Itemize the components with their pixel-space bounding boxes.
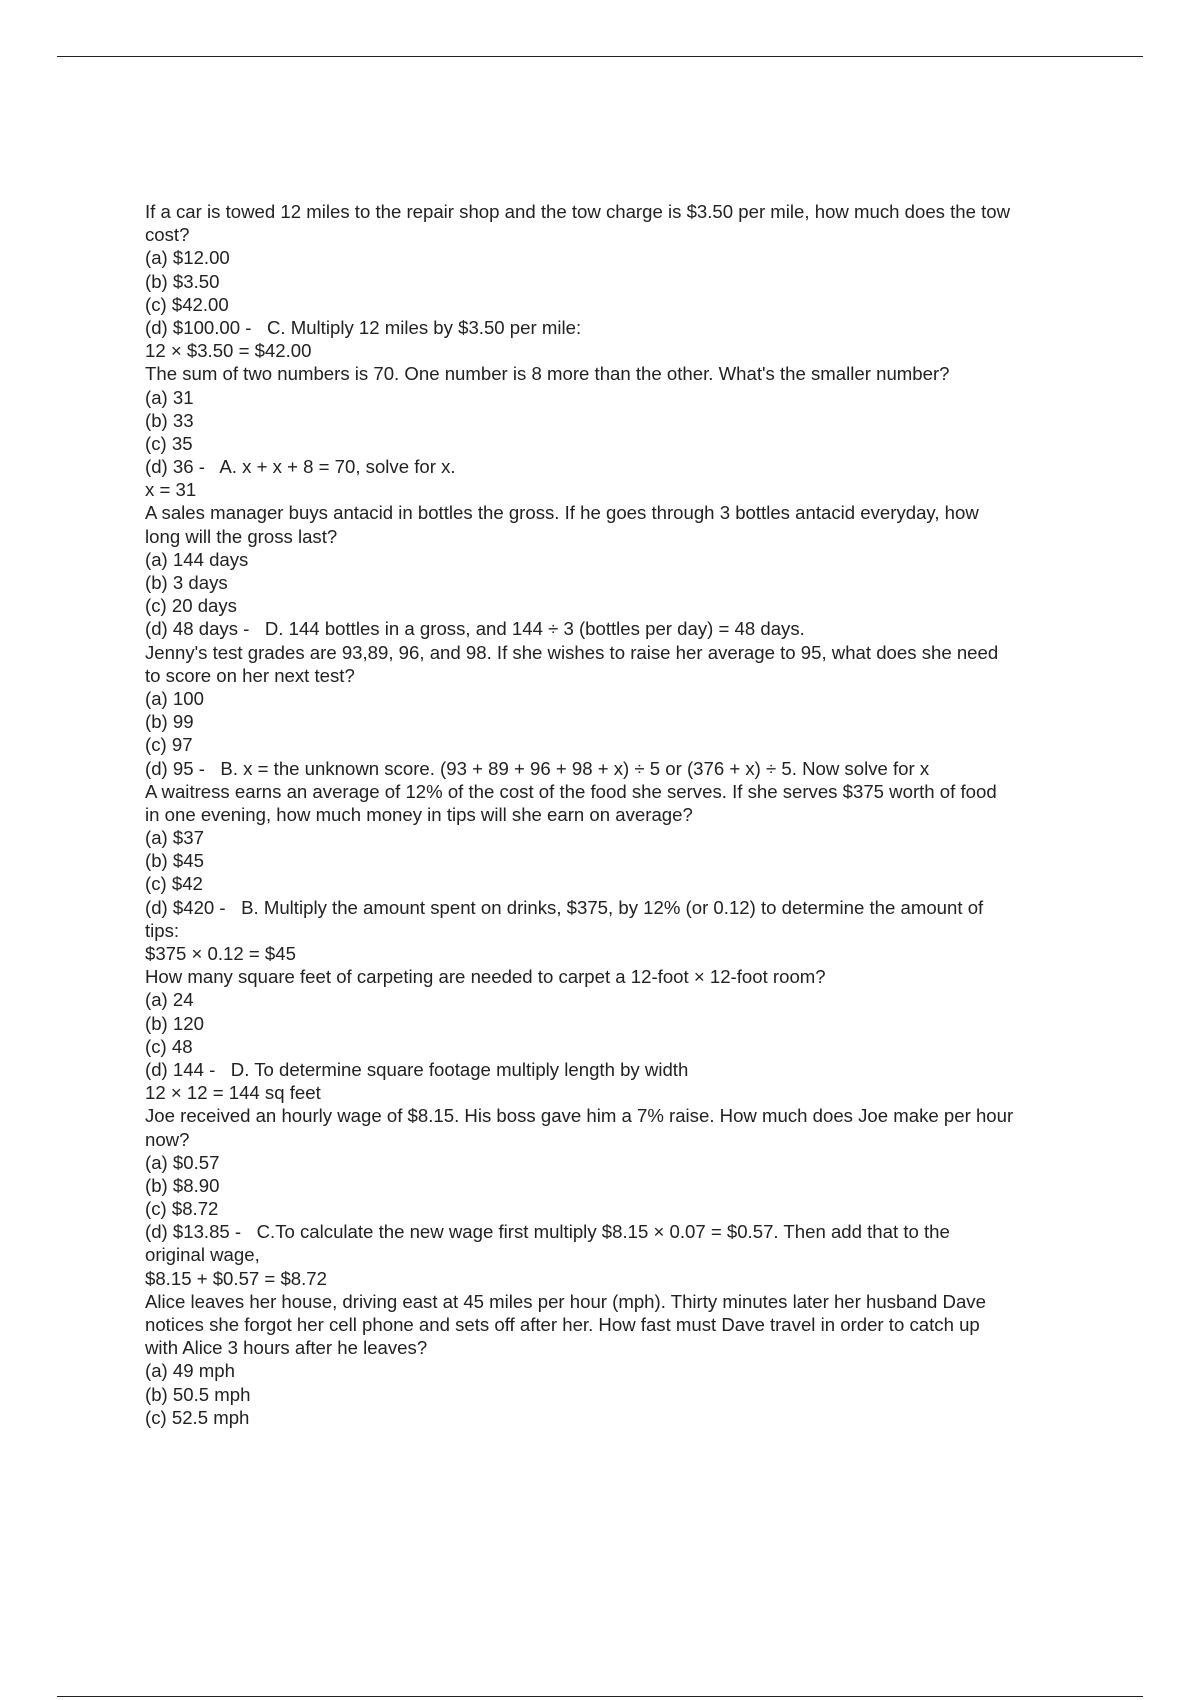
question-text-block [145,200,1095,1429]
text-line: 12 × $3.50 = $42.00 [145,340,312,362]
text-line: (c) 52.5 mph [145,1406,250,1428]
text-line: (a) $0.57 [145,1151,220,1173]
text-line: (d) 95 - B. x = the unknown score. (93 + 89 + 96 + 98 + x) ÷ 5 or (376 + x) ÷ 5. Now solve for x [145,757,930,779]
text-line: cost? [145,224,190,246]
text-line: notices she forgot her cell phone and sets off after her. How fast must Dave travel in order to catch up [145,1314,980,1335]
text-line: (c) 48 [145,1035,193,1057]
text-line: x = 31 [145,479,197,501]
text-line: A waitress earns an average of 12% of the cost of the food she serves. If she serves $375 worth of food [145,780,997,802]
text-line: tips: [145,919,180,941]
text-line: How many square feet of carpeting are needed to carpet a 12-foot × 12-foot room? [145,966,826,988]
text-line: (b) $3.50 [145,270,220,292]
text-line: (a) 100 [145,687,204,709]
text-line: (b) 120 [145,1012,204,1034]
text-line: (c) 35 [145,432,193,454]
text-line: now? [145,1128,190,1150]
text-line: (a) 24 [145,989,194,1011]
text-line: (b) 3 days [145,572,228,593]
text-line: long will the gross last? [145,525,338,547]
text-line: (a) $37 [145,827,204,849]
text-line: (d) 144 - D. To determine square footage multiply length by width [145,1058,689,1080]
text-line: (b) $8.90 [145,1174,220,1196]
text-line: $8.15 + $0.57 = $8.72 [145,1267,327,1289]
text-line: (d) $100.00 - C. Multiply 12 miles by $3.50 per mile: [145,316,582,338]
text-line: The sum of two numbers is 70. One number is 8 more than the other. What's the smaller number? [145,363,950,385]
text-line: (d) 36 - A. x + x + 8 = 70, solve for x. [145,456,456,478]
text-line: (d) $13.85 - C.To calculate the new wage first multiply $8.15 × 0.07 = $0.57. Then add that to the [145,1221,950,1243]
text-line: Joe received an hourly wage of $8.15. His boss gave him a 7% raise. How much does Joe make per hour [145,1105,1014,1127]
text-line: (b) $45 [145,850,204,872]
text-line: (b) 50.5 mph [145,1383,251,1405]
text-line: (c) 97 [145,734,193,756]
text-line: (a) 31 [145,386,194,408]
text-line: (a) 49 mph [145,1360,235,1382]
text-line: Alice leaves her house, driving east at 45 miles per hour (mph). Thirty minutes later her husband Dave [145,1290,986,1312]
text-line: in one evening, how much money in tips will she earn on average? [145,803,693,825]
text-line: If a car is towed 12 miles to the repair shop and the tow charge is $3.50 per mile, how much does the tow [145,201,1011,222]
text-line: with Alice 3 hours after he leaves? [145,1337,428,1359]
text-line: (b) 99 [145,711,194,733]
footer-rule [57,1696,1143,1697]
text-line: (c) $42.00 [145,293,229,315]
text-line: (d) $420 - B. Multiply the amount spent on drinks, $375, by 12% (or 0.12) to determine the amount of [145,896,984,918]
text-line: (a) 144 days [145,548,249,570]
text-line: A sales manager buys antacid in bottles the gross. If he goes through 3 bottles antacid everyday, how [145,502,979,524]
text-line: 12 × 12 = 144 sq feet [145,1082,321,1104]
text-line: (b) 33 [145,409,194,431]
text-line: (a) $12.00 [145,247,230,269]
text-line: (d) 48 days - D. 144 bottles in a gross, and 144 ÷ 3 (bottles per day) = 48 days. [145,618,805,640]
text-line: Jenny's test grades are 93,89, 96, and 98. If she wishes to raise her average to 95, what does she need [145,641,999,663]
text-line: to score on her next test? [145,664,355,686]
text-line: (c) $42 [145,873,203,895]
text-line: (c) $8.72 [145,1198,219,1220]
text-line: original wage, [145,1244,260,1266]
header-rule [57,56,1143,57]
text-line: (c) 20 days [145,595,237,617]
text-line: $375 × 0.12 = $45 [145,943,296,964]
